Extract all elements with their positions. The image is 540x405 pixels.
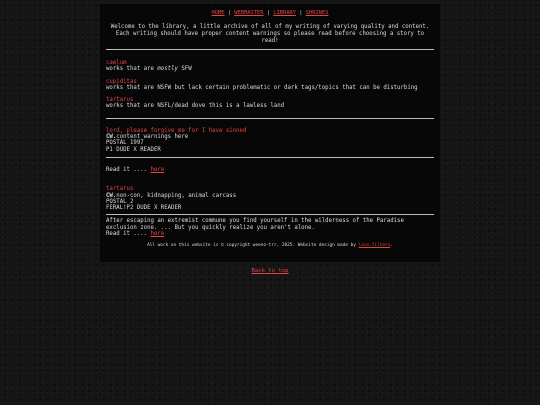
story-1-read [106,167,434,173]
rating-guide [106,60,434,110]
divider [106,49,434,50]
nav-library-link[interactable]: LIBRARY [273,10,296,16]
story-1-read-link[interactable]: here [150,166,165,173]
rating-tartarus-desc: works that are NSFL/dead dove this is a lawless land [106,103,285,110]
intro-text: Welcome to the library, a little archive of all of my writing of varying quality and content. Each writing should have proper content warnings so please read before choosing a story to read! [110,24,430,44]
nav-separator: | [266,10,270,16]
footer-designer-link[interactable]: lace.filters [358,243,391,249]
story-2-cw-text: non-con, kidnapping, animal carcass [116,192,237,199]
divider [106,214,434,215]
footer-copyright: All work on this website is © copyright weeno-trr, 2025. Website design made by [147,243,356,249]
story-2-summary-block [106,218,434,237]
story-2-read [106,231,434,237]
nav-home-link[interactable]: HOME [211,10,225,16]
rating-caelum-desc-text-end: SFW [177,66,192,73]
story-1-title: lord, please forgive me for I have sinned [106,127,247,134]
story-2-fandom: POSTAL 2 [106,198,134,205]
footer-end: . [390,243,393,249]
nav-webmaster-link[interactable]: WEBMASTER [234,10,264,16]
story-2-summary: After escaping an extremist commune you find yourself in the wilderness of the Paradise exclusion zone. ... But you quickly realize you aren't alone. [106,218,404,231]
nav-separator: | [299,10,303,16]
nav-separator: | [227,10,232,16]
story-1-read-label: Read it .... [106,166,148,173]
rating-caelum-desc [106,66,434,72]
story-2-read-label: Read it .... [106,231,148,238]
top-nav [100,4,440,17]
rating-caelum-label: caelum [106,60,127,66]
content-panel [100,4,440,262]
story-entry-1 [106,128,434,153]
story-2-rating: tartarus [106,186,134,193]
rating-cupiditas-desc: works that are NSFW but lack certain problematic or dark tags/topics that can be disturbing [106,84,418,91]
back-to-top-container [0,268,540,274]
divider [106,118,434,119]
story-entry-2 [106,186,434,211]
story-1-pairing: P1 DUDE X READER [106,146,161,153]
rating-tartarus-label: tartarus [106,97,134,104]
story-2-pairing: FERAL!P2 DUDE X READER [106,205,182,212]
story-1-cw-label: CW. [106,134,117,141]
story-2-cw-label: CW. [106,192,117,199]
story-1-fandom: POSTAL 1997 [106,140,144,147]
rating-caelum-desc-text: works that are [106,66,158,73]
footer [100,243,440,248]
nav-shrines-link[interactable]: SHRINES [305,10,329,16]
divider [106,157,434,158]
story-1-cw-text: content warnings here [116,134,189,141]
back-to-top-link[interactable]: Back to top [251,268,289,274]
story-2-read-link[interactable]: here [150,231,165,238]
rating-caelum-desc-emphasis: mostly [157,66,178,73]
rating-cupiditas-label: cupiditas [106,78,137,85]
